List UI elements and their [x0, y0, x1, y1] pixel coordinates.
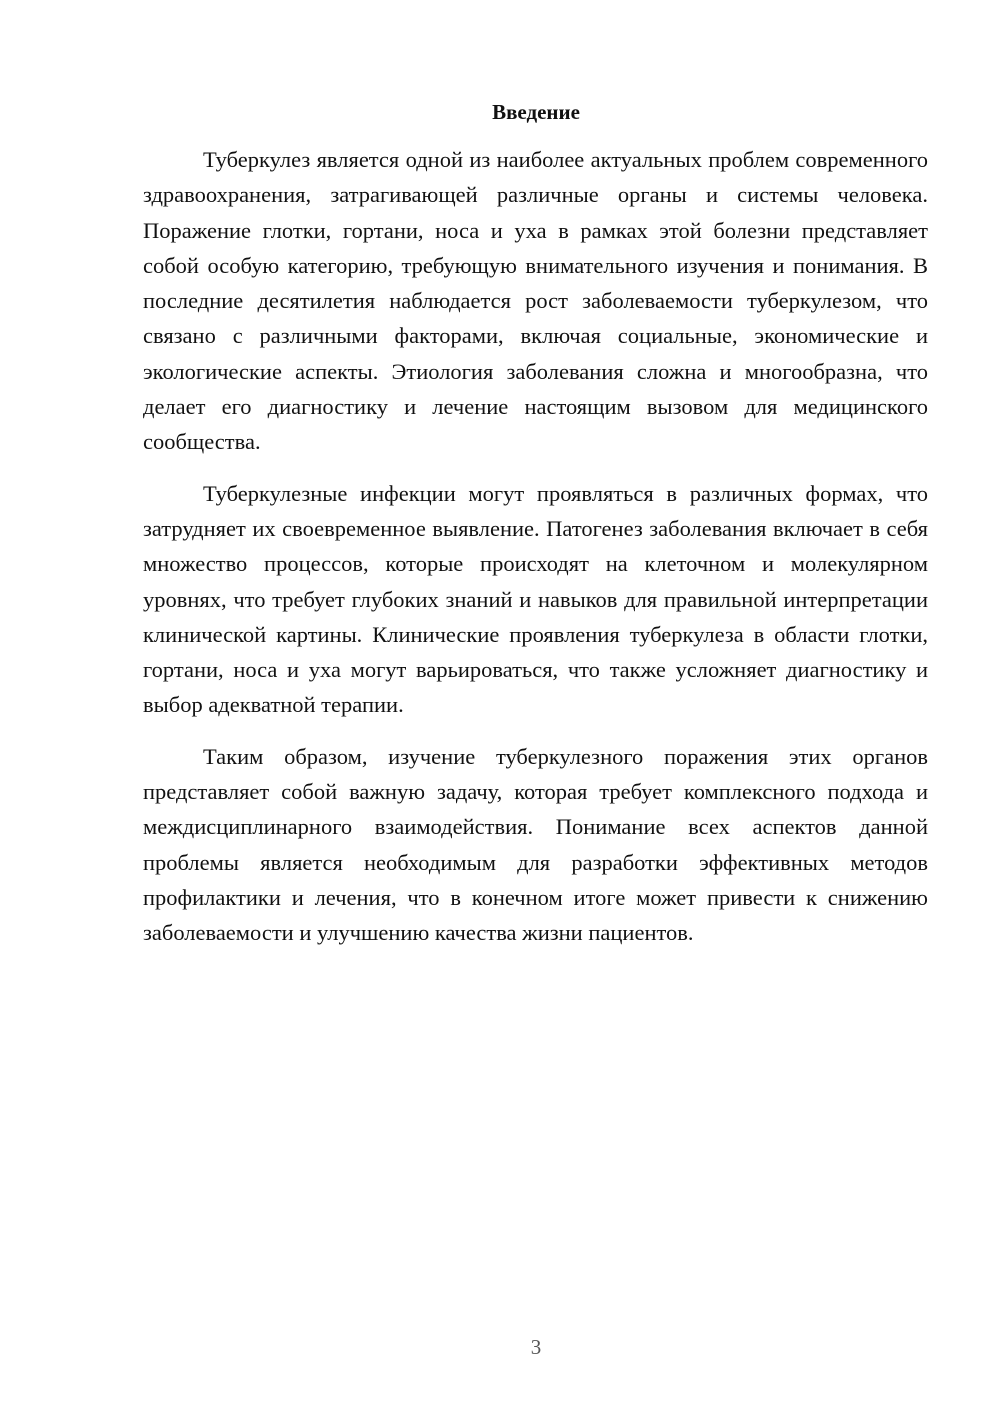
paragraph-3: Таким образом, изучение туберкулезного поражения этих органов представляет собой важную задачу, которая требует комплексного подхода и междисциплинарного взаимодействия. Понимание всех аспектов данной проблемы является необходимым для разработки эффективных методов профилактики и лечения, что в конечном итоге может привести к снижению заболеваемости и улучшению качества жизни пациентов.	[143, 743, 928, 946]
body-text	[143, 142, 928, 967]
paragraph-1: Туберкулез является одной из наиболее актуальных проблем современного здравоохранения, затрагивающей различные органы и системы человека. Поражение глотки, гортани, носа и уха в рамках этой болезни представляет собой особую категорию, требующую внимательного изучения и понимания. В последние десятилетия наблюдается рост заболеваемости туберкулезом, что связано с различными факторами, включая социальные, экономические и экологические аспекты. Этиология заболевания сложна и многообразна, что делает его диагностику и лечение настоящим вызовом для медицинского сообщества.	[143, 147, 928, 455]
paragraph-2: Туберкулезные инфекции могут проявляться в различных формах, что затрудняет их своевременное выявление. Патогенез заболевания включает в себя множество процессов, которые происходят на клеточном и молекулярном уровнях, что требует глубоких знаний и навыков для правильной интерпретации клинической картины. Клинические проявления туберкулеза в области глотки, гортани, носа и уха могут варьироваться, что также усложняет диагностику и выбор адекватной терапии.	[143, 480, 928, 718]
section-heading: Введение	[492, 100, 580, 124]
page-number: 3	[530, 1335, 542, 1359]
